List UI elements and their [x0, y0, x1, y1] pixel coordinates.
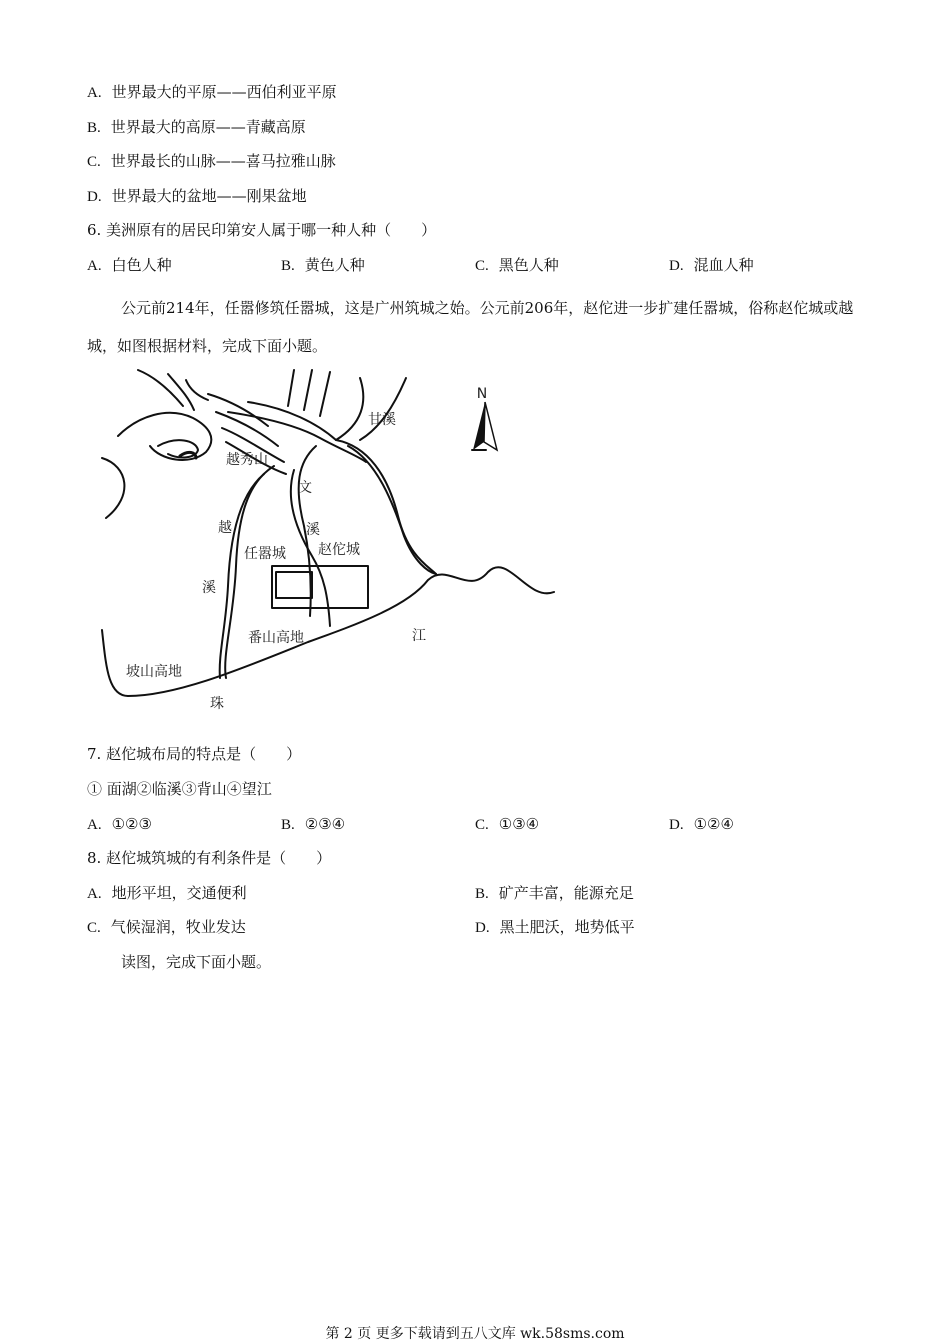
- contour-line: [158, 440, 198, 457]
- option-letter: D.: [669, 258, 684, 274]
- q8-option-d: [475, 917, 635, 938]
- option-text: 气候湿润，牧业发达: [110, 918, 246, 936]
- option-letter: C.: [475, 258, 489, 274]
- q6-stem: 6. 美洲原有的居民印第安人属于哪一种人种（ ）: [87, 221, 437, 239]
- option-text: 世界最大的高原——青藏高原: [110, 118, 306, 136]
- passage: 公元前214年，任嚣修筑任嚣城，这是广州筑城之始。公元前206年，赵佗进一步扩建任嚣城，俗称赵佗城或越城，如图根据材料，完成下面小题。: [87, 299, 854, 355]
- q8-option-b: [475, 883, 634, 904]
- page-footer: 第 2 页 更多下载请到五八文库 wk.58sms.com: [325, 1326, 625, 1342]
- label-ganxi: 甘溪: [368, 412, 396, 428]
- q7-option-c: [475, 814, 539, 835]
- option-letter: C.: [87, 920, 101, 936]
- yuexi-stream: [225, 466, 274, 678]
- option-text: 混血人种: [693, 256, 754, 274]
- coast-line: [102, 458, 124, 518]
- north-arrow-icon: [484, 402, 497, 450]
- option-text: 地形平坦，交通便利: [111, 884, 247, 902]
- option-letter: C.: [87, 154, 101, 170]
- q6-option-a: [87, 255, 172, 276]
- north-label: N: [476, 386, 488, 402]
- label-poshan-highland: 坡山高地: [126, 664, 182, 680]
- stream: [348, 446, 436, 574]
- q5-option-d: [87, 186, 307, 207]
- option-letter: A.: [87, 886, 102, 902]
- label-wen: 文: [298, 480, 312, 496]
- label-renxiao-city: 任嚣城: [244, 546, 286, 562]
- option-letter: B.: [281, 817, 295, 833]
- option-text: 世界最长的山脉——喜马拉雅山脉: [110, 152, 336, 170]
- option-letter: A.: [87, 258, 102, 274]
- option-letter: C.: [475, 817, 489, 833]
- option-text: 黄色人种: [304, 256, 365, 274]
- option-letter: D.: [669, 817, 684, 833]
- north-arrow-icon: [473, 402, 485, 450]
- q6-option-c: [475, 255, 559, 276]
- q7-option-b: [281, 814, 345, 835]
- option-letter: B.: [281, 258, 295, 274]
- q5-option-a: [87, 82, 337, 103]
- q5-option-b: [87, 117, 306, 138]
- option-text: 世界最大的盆地——刚果盆地: [111, 187, 307, 205]
- ganxi-stream: [360, 378, 406, 440]
- label-zhu: 珠: [210, 696, 224, 712]
- guangzhou-map: [98, 366, 558, 716]
- option-letter: B.: [87, 120, 101, 136]
- label-zhaotuo-city: 赵佗城: [318, 542, 360, 558]
- label-xi-west: 溪: [202, 580, 216, 596]
- q6-option-d: [669, 255, 754, 276]
- contour-line: [304, 370, 312, 410]
- contour-line: [320, 372, 330, 416]
- label-yue: 越: [218, 520, 232, 536]
- q7-stem: 7. 赵佗城布局的特点是（ ）: [87, 745, 302, 763]
- option-text: ①②③: [111, 815, 152, 833]
- contour-line: [288, 370, 294, 406]
- option-text: ②③④: [304, 815, 346, 833]
- q8-option-c: [87, 917, 246, 938]
- read-prompt: 读图，完成下面小题。: [121, 953, 272, 971]
- contour-line: [186, 380, 208, 400]
- q7-choices: ① 面湖②临溪③背山④望江: [87, 780, 272, 798]
- option-text: 黑色人种: [498, 256, 559, 274]
- q8-stem: 8. 赵佗城筑城的有利条件是（ ）: [87, 849, 332, 867]
- option-text: 矿产丰富，能源充足: [498, 884, 634, 902]
- contour-line: [138, 370, 183, 406]
- option-letter: A.: [87, 85, 102, 101]
- option-text: ①②④: [693, 815, 734, 833]
- option-text: 黑土肥沃，地势低平: [499, 918, 635, 936]
- q8-option-a: [87, 883, 247, 904]
- q5-option-c: [87, 151, 336, 172]
- option-text: 世界最大的平原——西伯利亚平原: [111, 83, 337, 101]
- label-xi-east: 溪: [306, 522, 320, 538]
- label-panshan-highland: 番山高地: [248, 630, 304, 646]
- renxiao-city-wall: [276, 572, 312, 598]
- option-text: 白色人种: [111, 256, 172, 274]
- label-jiang: 江: [412, 628, 426, 644]
- option-letter: D.: [475, 920, 490, 936]
- q6-option-b: [281, 255, 365, 276]
- q7-option-a: [87, 814, 152, 835]
- option-letter: D.: [87, 189, 102, 205]
- q7-option-d: [669, 814, 734, 835]
- option-text: ①③④: [498, 815, 540, 833]
- option-letter: B.: [475, 886, 489, 902]
- option-letter: A.: [87, 817, 102, 833]
- label-yuexiu-mountain: 越秀山: [226, 452, 268, 468]
- ganxi-stream: [336, 378, 363, 440]
